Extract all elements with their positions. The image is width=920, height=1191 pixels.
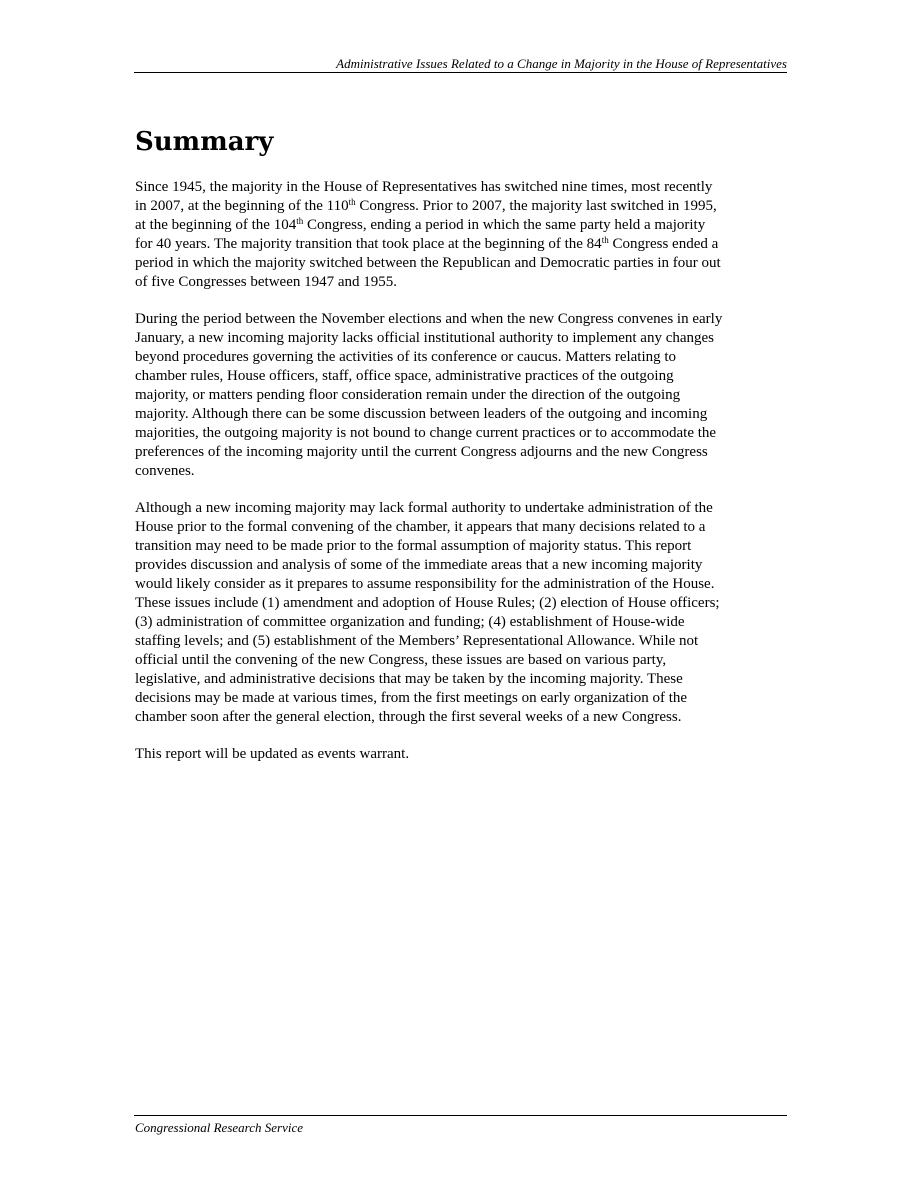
text-line: period in which the majority switched between the Republican and Democratic parties in four out: [135, 255, 721, 271]
text-line: majorities, the outgoing majority is not bound to change current practices or to accommodate the: [135, 425, 717, 441]
text-line: January, a new incoming majority lacks official institutional authority to implement any changes: [135, 330, 715, 346]
summary-body: [135, 178, 787, 782]
footer-rule: [134, 1115, 787, 1116]
text-line: at the beginning of the 104th Congress, ending a period in which the same party held a majority: [135, 216, 706, 233]
header-rule: [134, 72, 787, 73]
ordinal-suffix: th: [601, 235, 609, 245]
running-header: Administrative Issues Related to a Change in Majority in the House of Representatives: [336, 56, 787, 71]
text-line: majority, or matters pending floor consideration remain under the direction of the outgoing: [135, 387, 681, 403]
text-line: Since 1945, the majority in the House of Representatives has switched nine times, most recently: [135, 179, 713, 195]
text-line: transition may need to be made prior to the formal assumption of majority status. This report: [135, 538, 692, 554]
text-line: in 2007, at the beginning of the 110th Congress. Prior to 2007, the majority last switched in 1995,: [135, 197, 717, 214]
text-line: House prior to the formal convening of the chamber, it appears that many decisions related to a: [135, 519, 706, 535]
text-line: official until the convening of the new Congress, these issues are based on various party,: [135, 652, 667, 668]
running-footer: Congressional Research Service: [135, 1120, 303, 1135]
text-line: would likely consider as it prepares to assume responsibility for the administration of the House.: [135, 576, 715, 592]
text-line: Although a new incoming majority may lack formal authority to undertake administration of the: [135, 500, 713, 516]
paragraph-1: [135, 178, 787, 292]
text-line: majority. Although there can be some discussion between leaders of the outgoing and incoming: [135, 406, 708, 422]
text-line: decisions may be made at various times, from the first meetings on early organization of the: [135, 690, 688, 706]
text-line: During the period between the November elections and when the new Congress convenes in early: [135, 311, 723, 327]
text-line: staffing levels; and (5) establishment of the Members’ Representational Allowance. While not: [135, 633, 699, 649]
text-line: This report will be updated as events warrant.: [135, 746, 410, 762]
paragraph-4: [135, 745, 787, 764]
text-line: (3) administration of committee organization and funding; (4) establishment of House-wide: [135, 614, 685, 630]
text-line: of five Congresses between 1947 and 1955.: [135, 274, 398, 290]
text-line: convenes.: [135, 463, 195, 479]
ordinal-suffix: th: [296, 216, 304, 226]
text-line: for 40 years. The majority transition that took place at the beginning of the 84th Congress ended a: [135, 235, 719, 252]
paragraph-3: [135, 499, 787, 727]
text-line: These issues include (1) amendment and adoption of House Rules; (2) election of House officers;: [135, 595, 720, 611]
text-line: provides discussion and analysis of some of the immediate areas that a new incoming majority: [135, 557, 703, 573]
text-line: beyond procedures governing the activities of its conference or caucus. Matters relating to: [135, 349, 677, 365]
text-line: legislative, and administrative decisions that may be taken by the incoming majority. These: [135, 671, 683, 687]
paragraph-2: [135, 310, 787, 481]
text-line: preferences of the incoming majority until the current Congress adjourns and the new Congress: [135, 444, 708, 460]
text-line: chamber soon after the general election, through the first several weeks of a new Congress.: [135, 709, 682, 725]
ordinal-suffix: th: [348, 197, 356, 207]
page-title: Summary: [135, 127, 274, 157]
text-line: chamber rules, House officers, staff, office space, administrative practices of the outgoing: [135, 368, 674, 384]
